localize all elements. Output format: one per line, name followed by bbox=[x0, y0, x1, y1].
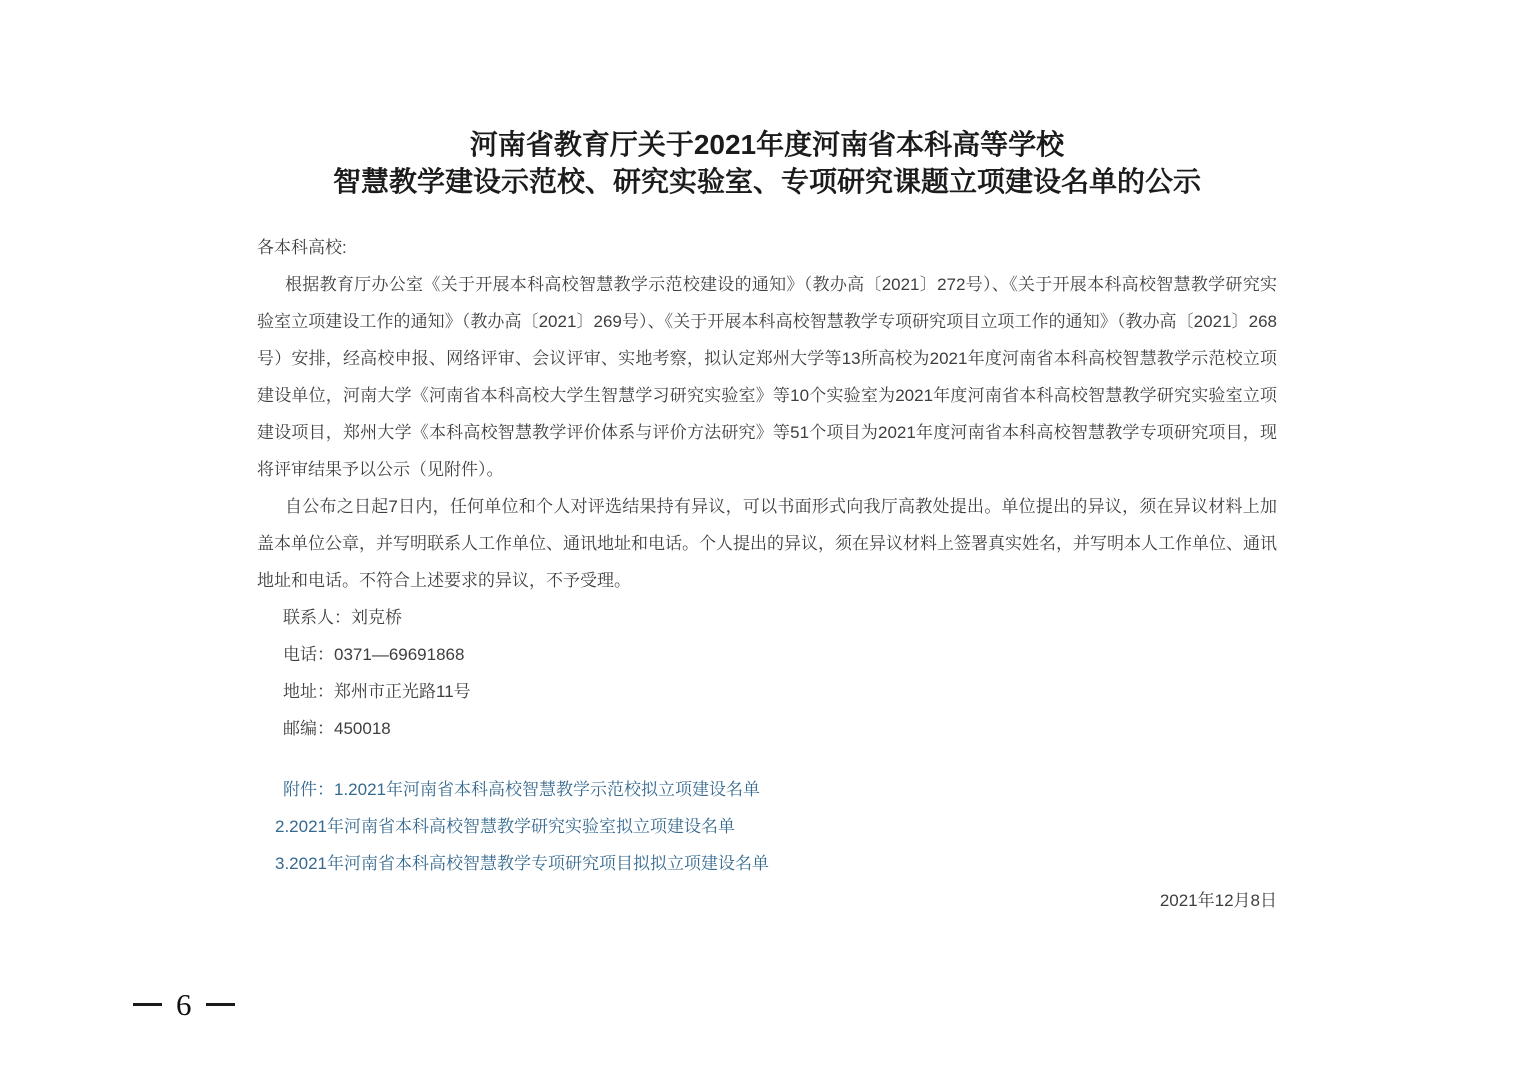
page-number-dash-left bbox=[133, 1003, 162, 1006]
attachment-label: 附件： bbox=[283, 780, 334, 799]
document-date: 2021年12月8日 bbox=[1159, 891, 1277, 910]
title-line-1: 河南省教育厅关于2021年度河南省本科高等学校 bbox=[469, 129, 1065, 160]
contact-address-line: 地址：郑州市正光路11号 bbox=[283, 682, 471, 701]
page-number-value: 6 bbox=[176, 986, 192, 1022]
title-line-2: 智慧教学建设示范校、研究实验室、专项研究课题立项建设名单的公示 bbox=[332, 166, 1201, 197]
attachment-link-2[interactable]: 2.2021年河南省本科高校智慧教学研究实验室拟立项建设名单 bbox=[275, 817, 735, 836]
attachment-link-1-text: 1.2021年河南省本科高校智慧教学示范校拟立项建设名单 bbox=[334, 780, 760, 799]
attachment-link-1[interactable] bbox=[257, 771, 1277, 808]
contact-person-line: 联系人：刘克桥 bbox=[283, 608, 402, 627]
document-body bbox=[257, 118, 1277, 919]
paragraph-1: 根据教育厅办公室《关于开展本科高校智慧教学示范校建设的通知》（教办高〔2021〕272号）、《关于开展本科高校智慧教学研究实验室立项建设工作的通知》（教办高〔2021〕269号）、《关于开展本科高校智慧教学专项研究项目立项工作的通知》（教办高〔2021〕268号）安排，经高校申报、网络评审、会议评审、实地考察，拟认定郑州大学等13所高校为2021年度河南省本科高校智慧教学示范校立项建设单位，河南大学《河南省本科高校大学生智慧学习研究实验室》等10个实验室为2021年度河南省本科高校智慧教学研究实验室立项建设项目，郑州大学《本科高校智慧教学评价体系与评价方法研究》等51个项目为2021年度河南省本科高校智慧教学专项研究项目，现将评审结果予以公示（见附件）。 bbox=[257, 275, 1277, 479]
paragraph-2: 自公布之日起7日内，任何单位和个人对评选结果持有异议，可以书面形式向我厅高教处提出。单位提出的异议，须在异议材料上加盖本单位公章，并写明联系人工作单位、通讯地址和电话。个人提出的异议，须在异议材料上签署真实姓名，并写明本人工作单位、通讯地址和电话。不符合上述要求的异议，不予受理。 bbox=[257, 497, 1277, 590]
salutation: 各本科高校: bbox=[257, 238, 347, 257]
attachment-link-3[interactable]: 3.2021年河南省本科高校智慧教学专项研究项目拟拟立项建设名单 bbox=[275, 854, 769, 873]
page-title bbox=[257, 126, 1277, 200]
contact-postcode-line: 邮编：450018 bbox=[283, 719, 391, 738]
page-number bbox=[133, 986, 235, 1022]
attachments bbox=[257, 771, 1277, 882]
contact-phone-line: 电话：0371—69691868 bbox=[283, 645, 465, 664]
page-number-dash-right bbox=[206, 1003, 235, 1006]
